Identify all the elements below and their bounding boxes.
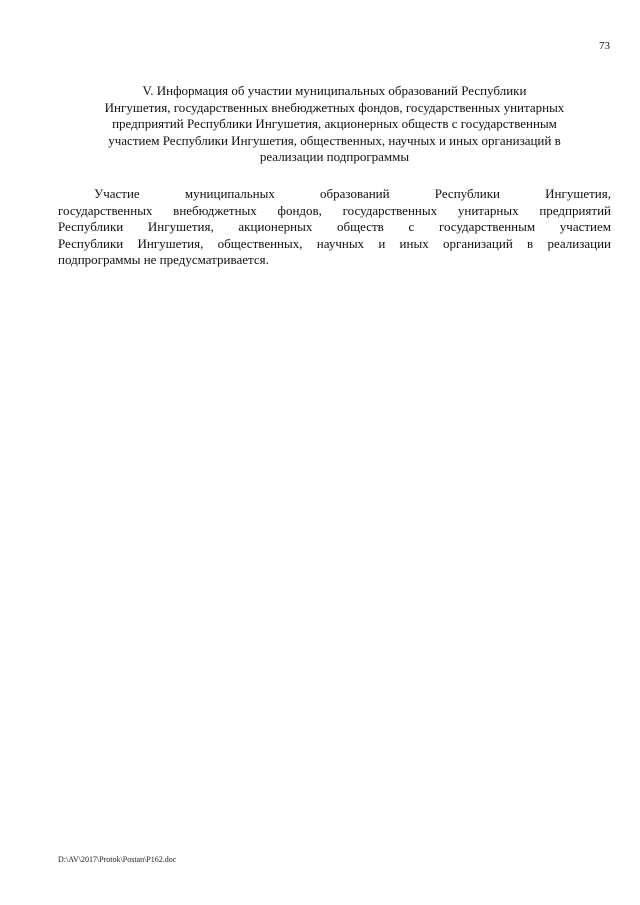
page-number: 73 (599, 40, 610, 52)
body-paragraph (58, 186, 611, 269)
paragraph-line: подпрограммы не предусматривается. (58, 252, 269, 267)
section-title-line: V. Информация об участии муниципальных образований Республики (142, 83, 527, 98)
section-title-line: Ингушетия, государственных внебюджетных фондов, государственных унитарных (104, 99, 565, 115)
paragraph-line: Участие муниципальных образований Республики Ингушетия, (94, 186, 611, 201)
paragraph-line: государственных внебюджетных фондов, государственных унитарных предприятий (58, 202, 611, 218)
paragraph-line: Республики Ингушетия, общественных, научных и иных организаций в реализации (58, 235, 611, 251)
footer-file-path: D:\AV\2017\Protok\Postan\P162.doc (58, 855, 177, 864)
section-title-line: предприятий Республики Ингушетия, акционерных обществ с государственным (112, 116, 557, 131)
section-title-line: участием Республики Ингушетия, общественных, научных и иных организаций в (108, 132, 561, 148)
section-title (58, 83, 611, 166)
section-title-line: реализации подпрограммы (259, 149, 410, 164)
paragraph-line: Республики Ингушетия, акционерных обществ с государственным участием (58, 219, 611, 234)
